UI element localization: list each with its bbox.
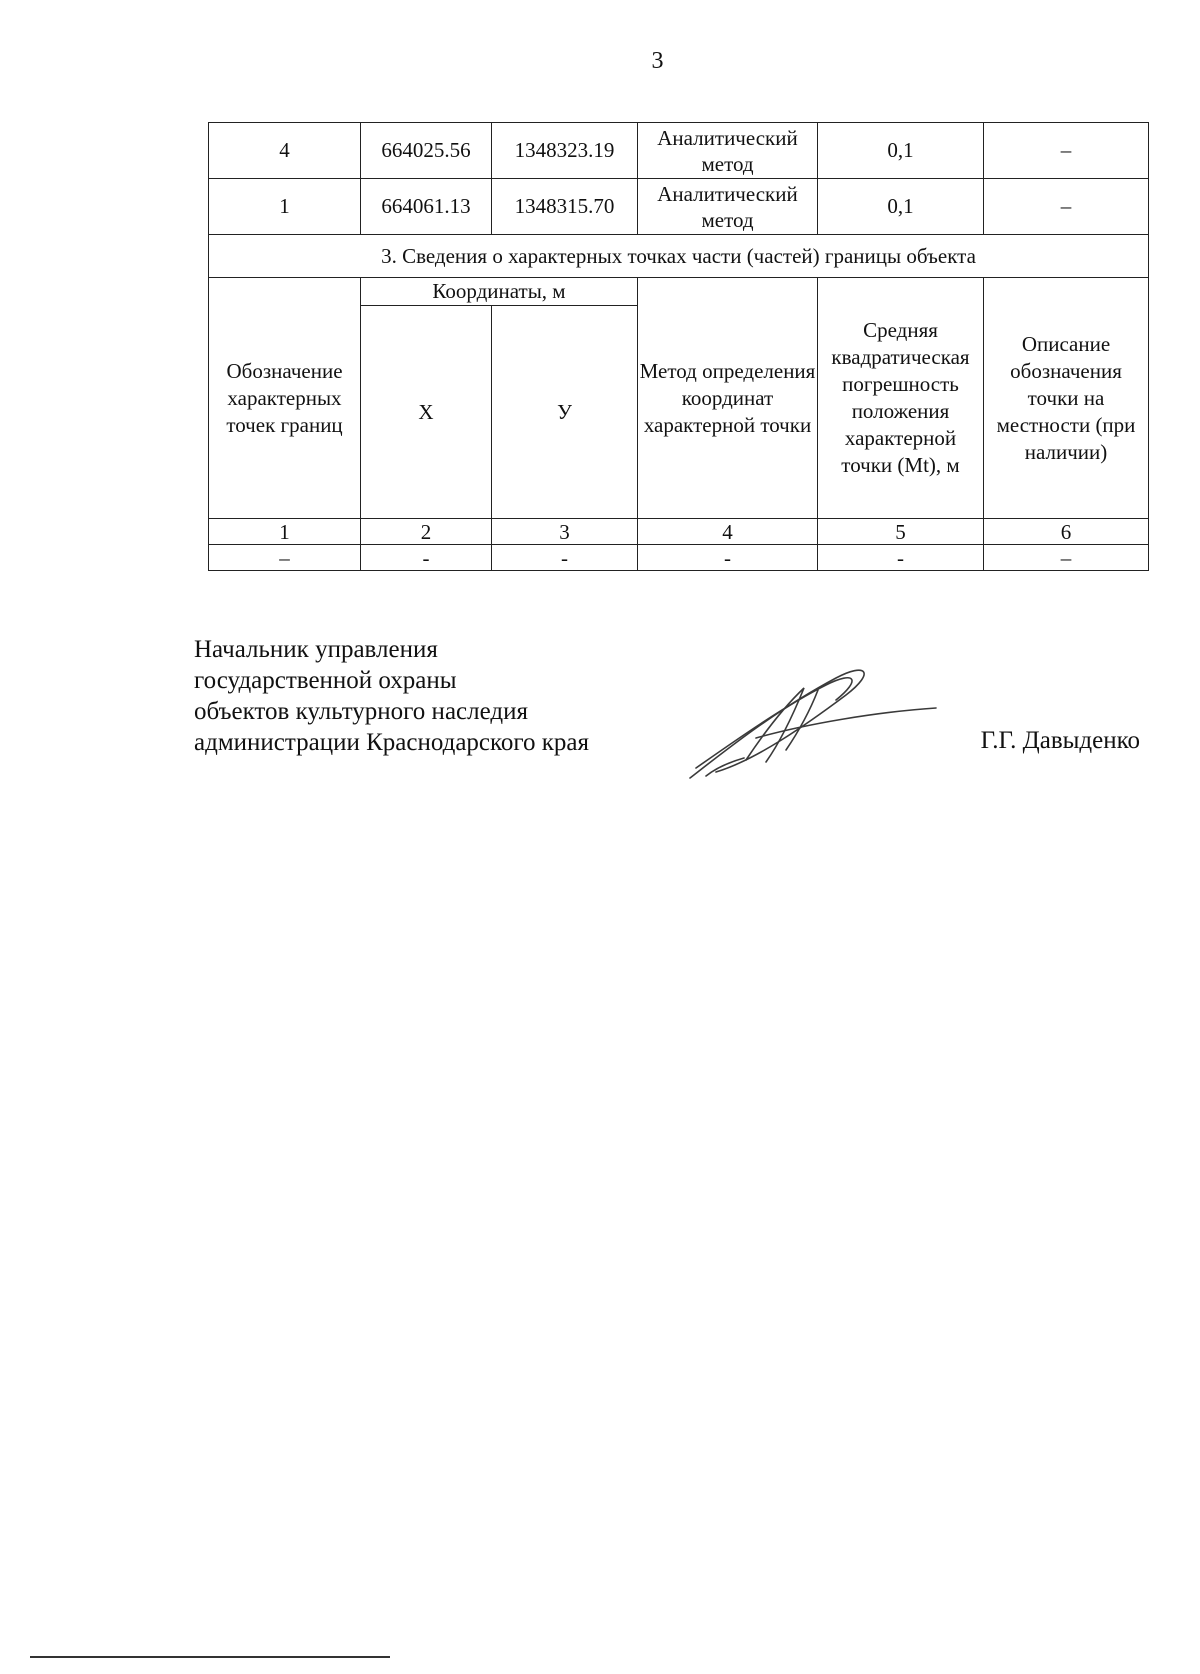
point-cell: 4: [209, 123, 361, 179]
x-cell: 664025.56: [361, 123, 492, 179]
column-number: 4: [638, 519, 818, 545]
column-number: 6: [984, 519, 1149, 545]
column-number: 5: [818, 519, 984, 545]
table-row: [209, 179, 1149, 235]
column-number: 3: [492, 519, 638, 545]
error-cell: 0,1: [818, 123, 984, 179]
empty-cell: -: [638, 545, 818, 571]
header-description: Описание обозначения точки на местности (при наличии): [984, 278, 1149, 519]
section-title: 3. Сведения о характерных точках части (частей) границы объекта: [209, 235, 1149, 278]
header-designation: Обозначение характерных точек границ: [209, 278, 361, 519]
empty-cell: –: [209, 545, 361, 571]
signer-name: Г.Г. Давыденко: [980, 727, 1140, 754]
footer-divider: [30, 1656, 390, 1658]
header-x: Х: [361, 306, 492, 519]
error-cell: 0,1: [818, 179, 984, 235]
header-y: У: [492, 306, 638, 519]
empty-row: [209, 545, 1149, 571]
signature-title: [194, 634, 589, 758]
title-line: Начальник управления: [194, 636, 438, 663]
boundary-points-table: [208, 122, 1149, 571]
empty-cell: –: [984, 545, 1149, 571]
header-error: Средняя квадратическая погрешность положения характерной точки (Mt), м: [818, 278, 984, 519]
column-numbers-row: [209, 519, 1149, 545]
handwritten-signature: [686, 650, 946, 790]
method-cell: Аналитический метод: [638, 179, 818, 235]
y-cell: 1348323.19: [492, 123, 638, 179]
section-row: [209, 235, 1149, 278]
empty-cell: -: [492, 545, 638, 571]
empty-cell: -: [818, 545, 984, 571]
column-number: 1: [209, 519, 361, 545]
column-number: 2: [361, 519, 492, 545]
method-cell: Аналитический метод: [638, 123, 818, 179]
empty-cell: -: [361, 545, 492, 571]
x-cell: 664061.13: [361, 179, 492, 235]
title-line: объектов культурного наследия: [194, 698, 528, 725]
y-cell: 1348315.70: [492, 179, 638, 235]
title-line: государственной охраны: [194, 667, 457, 694]
title-line: администрации Краснодарского края: [194, 729, 590, 756]
header-method: Метод определения координат характерной точки: [638, 278, 818, 519]
description-cell: –: [984, 179, 1149, 235]
table-row: [209, 123, 1149, 179]
description-cell: –: [984, 123, 1149, 179]
point-cell: 1: [209, 179, 361, 235]
page-number: 3: [651, 48, 664, 74]
header-row: [209, 278, 1149, 306]
header-coordinates: Координаты, м: [361, 278, 638, 306]
